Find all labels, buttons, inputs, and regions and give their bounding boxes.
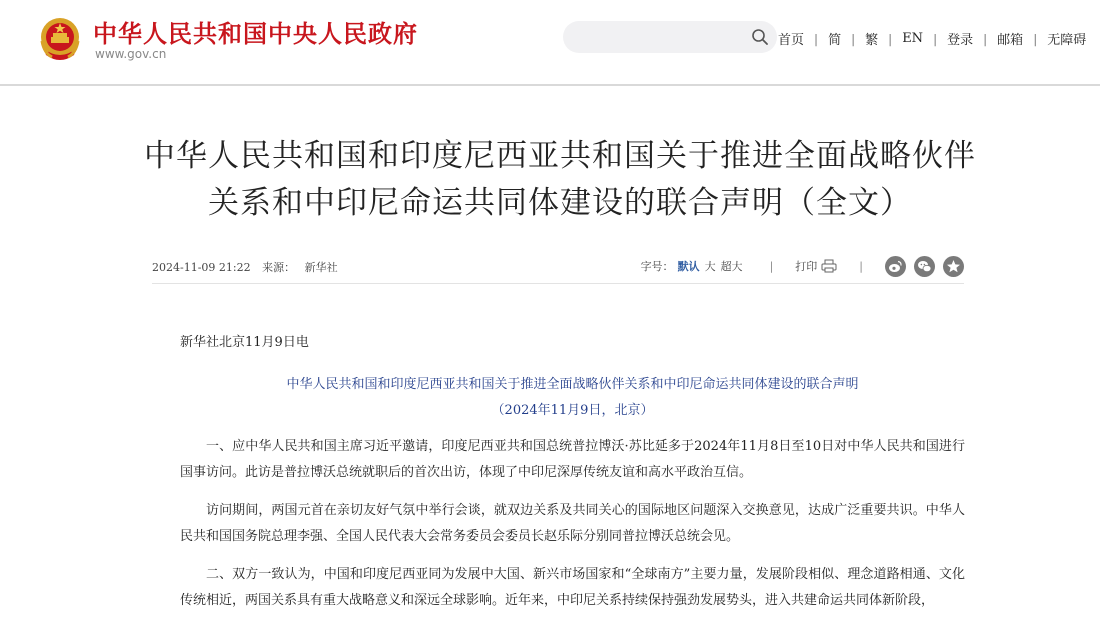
article-paragraph: 一、应中华人民共和国主席习近平邀请，印度尼西亚共和国总统普拉博沃·苏比延多于2024年11月8日至10日对中华人民共和国进行国事访问。此访是普拉博沃总统就职后的首次出访，体现了中印尼深厚传统友谊和高水平政治互信。	[180, 439, 965, 480]
source-name: 新华社	[304, 261, 338, 274]
nav-accessibility-link[interactable]: 无障碍	[1047, 33, 1087, 48]
statement-date: （2024年11月9日，北京）	[491, 403, 654, 418]
nav-separator: |	[851, 31, 856, 46]
font-size-default-option[interactable]: 默认	[677, 260, 700, 273]
article-title: 中华人民共和国和印度尼西亚共和国关于推进全面战略伙伴关系和中印尼命运共同体建设的联合声明（全文）	[144, 138, 976, 221]
article-dateline: 新华社北京11月9日电	[180, 335, 309, 350]
article-paragraph: 访问期间，两国元首在亲切友好气氛中举行会谈，就双边关系及共同关心的国际地区问题深入交换意见，达成广泛重要共识。中华人民共和国国务院总理李强、全国人民代表大会常务委员会委员长赵乐际分别同普拉博沃总统会见。	[180, 503, 965, 544]
nav-separator: |	[933, 31, 938, 46]
article-meta-bar	[152, 252, 964, 284]
statement-title: 中华人民共和国和印度尼西亚共和国关于推进全面战略伙伴关系和中印尼命运共同体建设的联合声明	[286, 377, 859, 392]
search-icon[interactable]	[751, 28, 769, 46]
article-paragraph: 二、双方一致认为，中国和印度尼西亚同为发展中大国、新兴市场国家和“全球南方”主要力量，发展阶段相似、理念道路相通、文化传统相近，两国关系具有重大战略意义和深远全球影响。近年来，中印尼关系持续保持强劲发展势头，进入共建命运共同体新阶段，	[180, 567, 965, 608]
star-icon[interactable]	[943, 256, 964, 277]
publish-datetime: 2024-11-09 21:22	[152, 261, 251, 274]
site-url: www.gov.cn	[95, 47, 167, 61]
article-meta-info	[152, 259, 346, 275]
nav-simplified-link[interactable]: 简	[828, 33, 842, 48]
print-label: 打印	[795, 260, 818, 273]
nav-traditional-link[interactable]: 繁	[865, 33, 879, 48]
search-input[interactable]	[563, 21, 777, 53]
nav-mail-link[interactable]: 邮箱	[997, 33, 1024, 48]
tools-separator: |	[769, 259, 774, 273]
nav-english-link[interactable]: EN	[902, 31, 924, 46]
nav-login-link[interactable]: 登录	[947, 33, 974, 48]
printer-icon	[821, 259, 837, 273]
font-size-large-option[interactable]: 大	[704, 260, 716, 273]
national-emblem-icon[interactable]	[38, 15, 82, 63]
site-title[interactable]: 中华人民共和国中央人民政府	[93, 20, 418, 48]
font-size-xlarge-option[interactable]: 超大	[720, 260, 743, 273]
font-size-label: 字号：	[640, 260, 674, 273]
nav-separator: |	[814, 31, 819, 46]
nav-separator: |	[1033, 31, 1038, 46]
top-nav	[778, 29, 1086, 48]
print-button[interactable]	[795, 258, 837, 274]
wechat-icon[interactable]	[914, 256, 935, 277]
nav-home-link[interactable]: 首页	[778, 33, 805, 48]
nav-separator: |	[983, 31, 988, 46]
tools-separator: |	[859, 259, 863, 273]
weibo-icon[interactable]	[885, 256, 906, 277]
statement-subheading	[180, 372, 965, 424]
article-tools	[641, 252, 964, 280]
nav-separator: |	[888, 31, 893, 46]
site-header	[0, 0, 1100, 86]
source-label: 来源：	[262, 261, 296, 274]
